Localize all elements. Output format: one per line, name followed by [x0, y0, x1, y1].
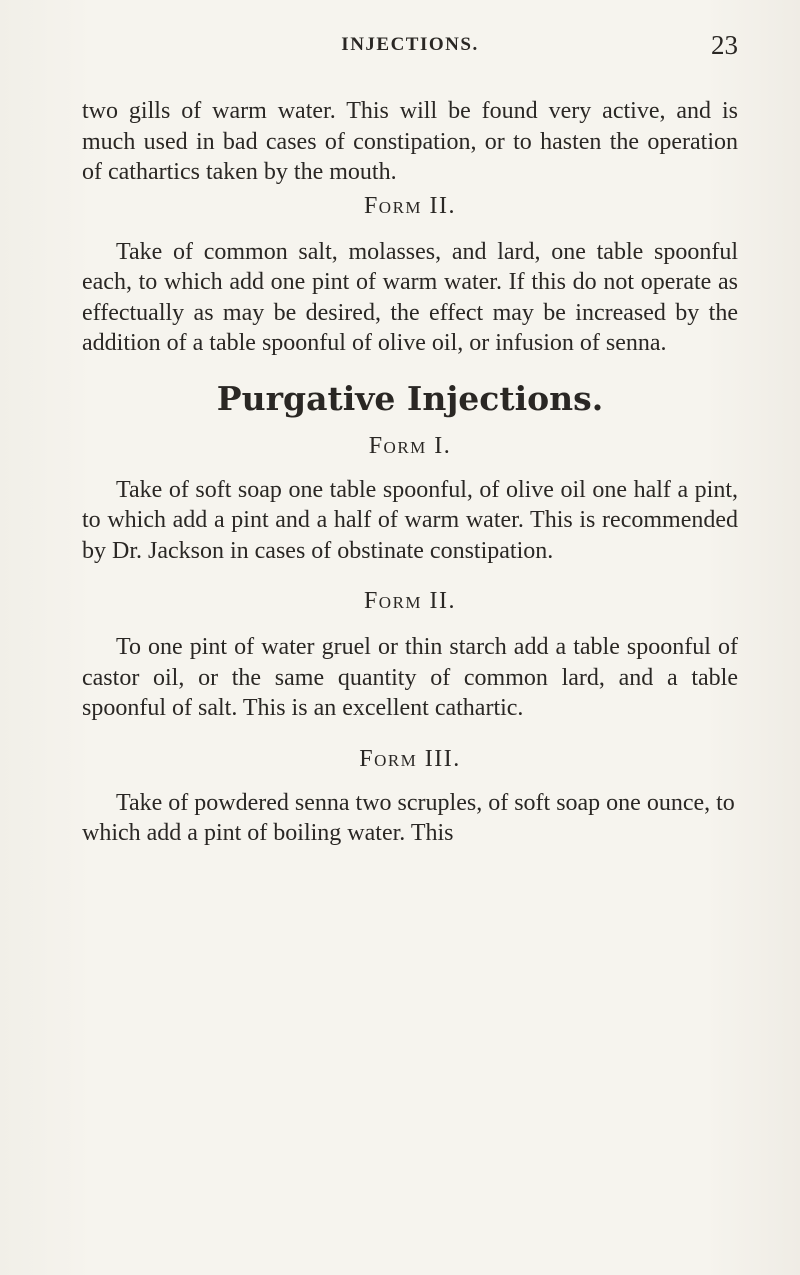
continued-paragraph: two gills of warm water. This will be found very active, and is much used in bad cases of constipation, or to hasten the operation of cathartics taken by the mouth.: [82, 98, 738, 185]
form-ii-paragraph: Take of common salt, molasses, and lard, one table spoonful each, to which add one pint of warm water. If this do not operate as effectually as may be desired, the effect may be increased by the addition of a table spoonful of olive oil, or infusion of senna.: [82, 238, 738, 356]
form-ii-paragraph-second: To one pint of water gruel or thin starch add a table spoonful of castor oil, or the same quantity of common lard, and a table spoonful of salt. This is an excellent cathartic.: [82, 634, 738, 721]
running-head: [82, 30, 738, 70]
form-iii-heading: Form III.: [359, 745, 461, 772]
running-title: INJECTIONS.: [341, 34, 479, 55]
section-title: Purgative Injections.: [216, 378, 604, 418]
form-i-heading: Form I.: [368, 432, 452, 459]
form-i-paragraph: Take of soft soap one table spoonful, of olive oil one half a pint, to which add a pint and a half of warm water. This is recommended by Dr. Jackson in cases of obstinate constipation.: [82, 476, 738, 564]
text-block: [82, 96, 738, 849]
form-ii-heading-second: Form II.: [363, 588, 457, 614]
page-number: 23: [711, 30, 738, 60]
form-iii-paragraph: Take of powdered senna two scruples, of soft soap one ounce, to which add a pint of boiling water. This: [82, 789, 735, 846]
form-ii-heading: Form II.: [363, 192, 457, 219]
